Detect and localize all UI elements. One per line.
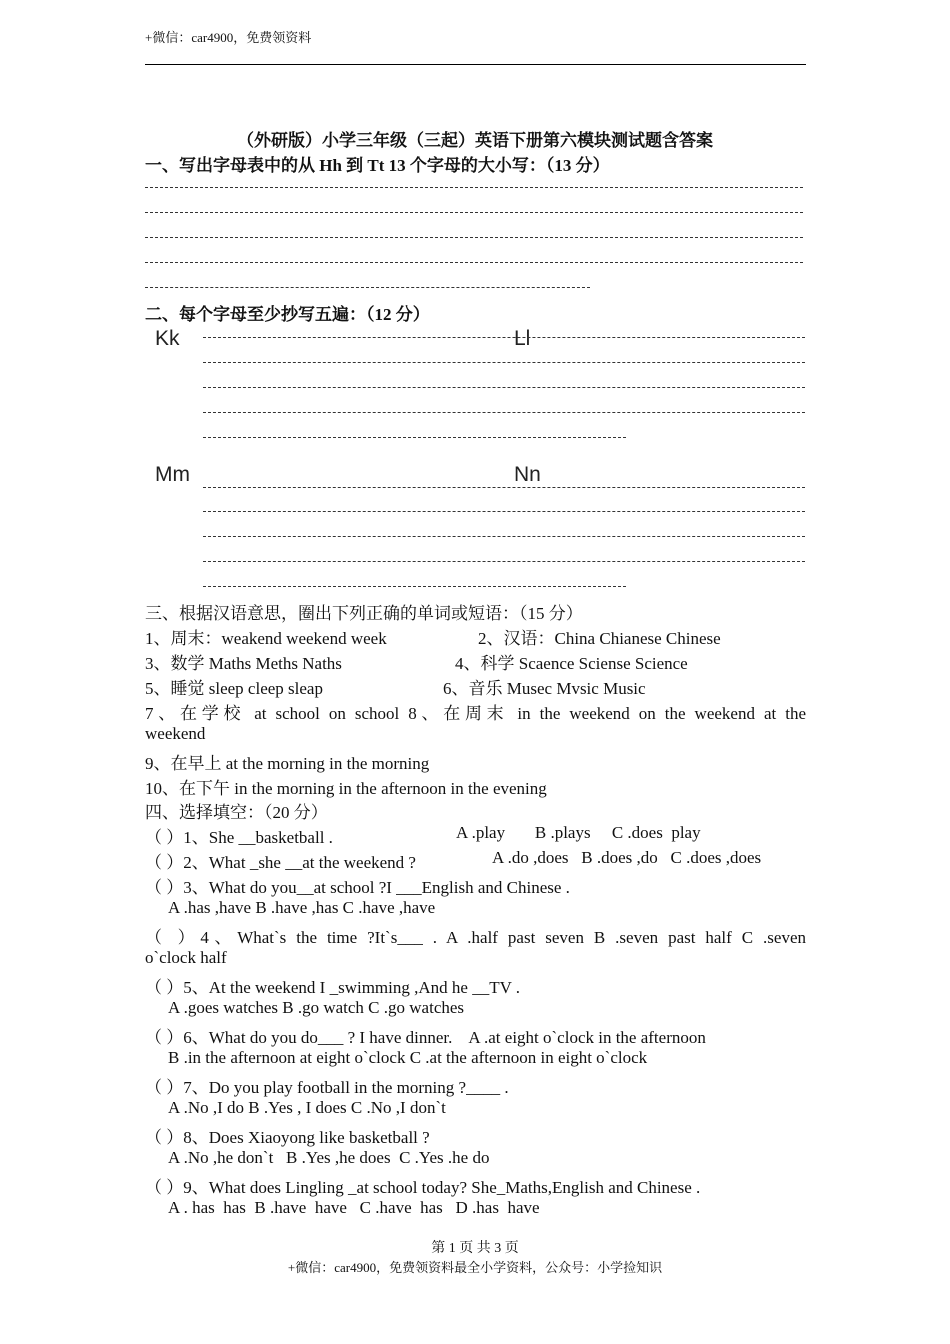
question-line: 10、在下午 in the morning in the afternoon in the evening [145, 779, 547, 798]
answer-options: A .goes watches B .go watch C .go watches [168, 998, 465, 1017]
letter-ll: Ll [514, 327, 531, 350]
writing-line [203, 412, 805, 413]
question-line: 4、科学 Scaence Sciense Science [455, 654, 688, 673]
writing-line [203, 561, 805, 562]
writing-line [145, 237, 803, 238]
header-rule [145, 64, 806, 65]
question-line: （ ）2、What _she __at the weekend ? [145, 853, 416, 872]
question-line: 6、音乐 Musec Mvsic Music [443, 679, 646, 698]
writing-line [203, 337, 805, 338]
header-note: +微信：car4900，免费领资料 [145, 30, 312, 45]
question-line: 9、在早上 at the morning in the morning [145, 754, 430, 773]
answer-options: A .do ,does B .does ,do C .does ,does [492, 848, 762, 867]
question-line: （ ）9、What does Lingling _at school today? She_Maths,English and Chinese . [145, 1178, 701, 1197]
writing-line [203, 586, 626, 587]
question-line: （ ）7、Do you play football in the morning ?____ . [145, 1078, 509, 1097]
question-line: （ ）8、Does Xiaoyong like basketball ? [145, 1128, 430, 1147]
answer-options: A .play B .plays C .does play [456, 823, 701, 842]
writing-line [203, 362, 805, 363]
section3-heading: 三、根据汉语意思，圈出下列正确的单词或短语：（15 分） [145, 604, 583, 623]
section2-heading: 二、每个字母至少抄写五遍：（12 分） [145, 305, 430, 324]
page-title: （外研版）小学三年级（三起）英语下册第六模块测试题含答案 [237, 131, 713, 150]
writing-line [145, 212, 803, 213]
answer-options: A .has ,have B .have ,has C .have ,have [168, 898, 436, 917]
writing-line [203, 536, 805, 537]
writing-line [145, 187, 803, 188]
question-line: o`clock half [145, 948, 227, 967]
answer-options: B .in the afternoon at eight o`clock C .at the afternoon in eight o`clock [168, 1048, 648, 1067]
section4-heading: 四、选择填空：（20 分） [145, 803, 328, 822]
question-line: （ ）3、What do you__at school ?I ___English and Chinese . [145, 878, 570, 897]
section1-heading: 一、写出字母表中的从 Hh 到 Tt 13 个字母的大小写：（13 分） [145, 156, 610, 175]
writing-line [203, 437, 626, 438]
question-line: （ ）1、She __basketball . [145, 828, 333, 847]
question-line: 3、数学 Maths Meths Naths [145, 654, 342, 673]
question-line: 2、汉语：China Chianese Chinese [478, 629, 721, 648]
answer-options: A .No ,he don`t B .Yes ,he does C .Yes .he do [168, 1148, 490, 1167]
writing-line [145, 262, 803, 263]
question-line: （ ）6、What do you do___ ? I have dinner. A .at eight o`clock in the afternoon [145, 1028, 706, 1047]
question-line: （ ）5、At the weekend I _swimming ,And he __TV . [145, 978, 521, 997]
writing-line [145, 287, 590, 288]
answer-options: A .No ,I do B .Yes , I does C .No ,I don`t [168, 1098, 446, 1117]
writing-line [203, 487, 805, 488]
writing-line [203, 387, 805, 388]
letter-nn: Nn [514, 463, 541, 486]
question-line: （ ）4、What`s the time ?It`s___ . A .half past seven B .seven past half C .seven [145, 928, 806, 947]
page-number: 第 1 页 共 3 页 [431, 1241, 519, 1256]
footer-note: +微信：car4900，免费领资料最全小学资料，公众号：小学捡知识 [287, 1260, 663, 1275]
writing-line [203, 511, 805, 512]
letter-mm: Mm [155, 463, 190, 486]
question-line: 1、周末：weakend weekend week [145, 629, 387, 648]
answer-options: A . has has B .have have C .have has D .has have [168, 1198, 540, 1217]
letter-kk: Kk [155, 327, 180, 350]
question-line: 5、睡觉 sleep cleep sleap [145, 679, 323, 698]
question-line: 7、在学校 at school on school 8、在周末 in the weekend on the weekend at the [145, 704, 806, 723]
question-line: weekend [145, 724, 206, 743]
